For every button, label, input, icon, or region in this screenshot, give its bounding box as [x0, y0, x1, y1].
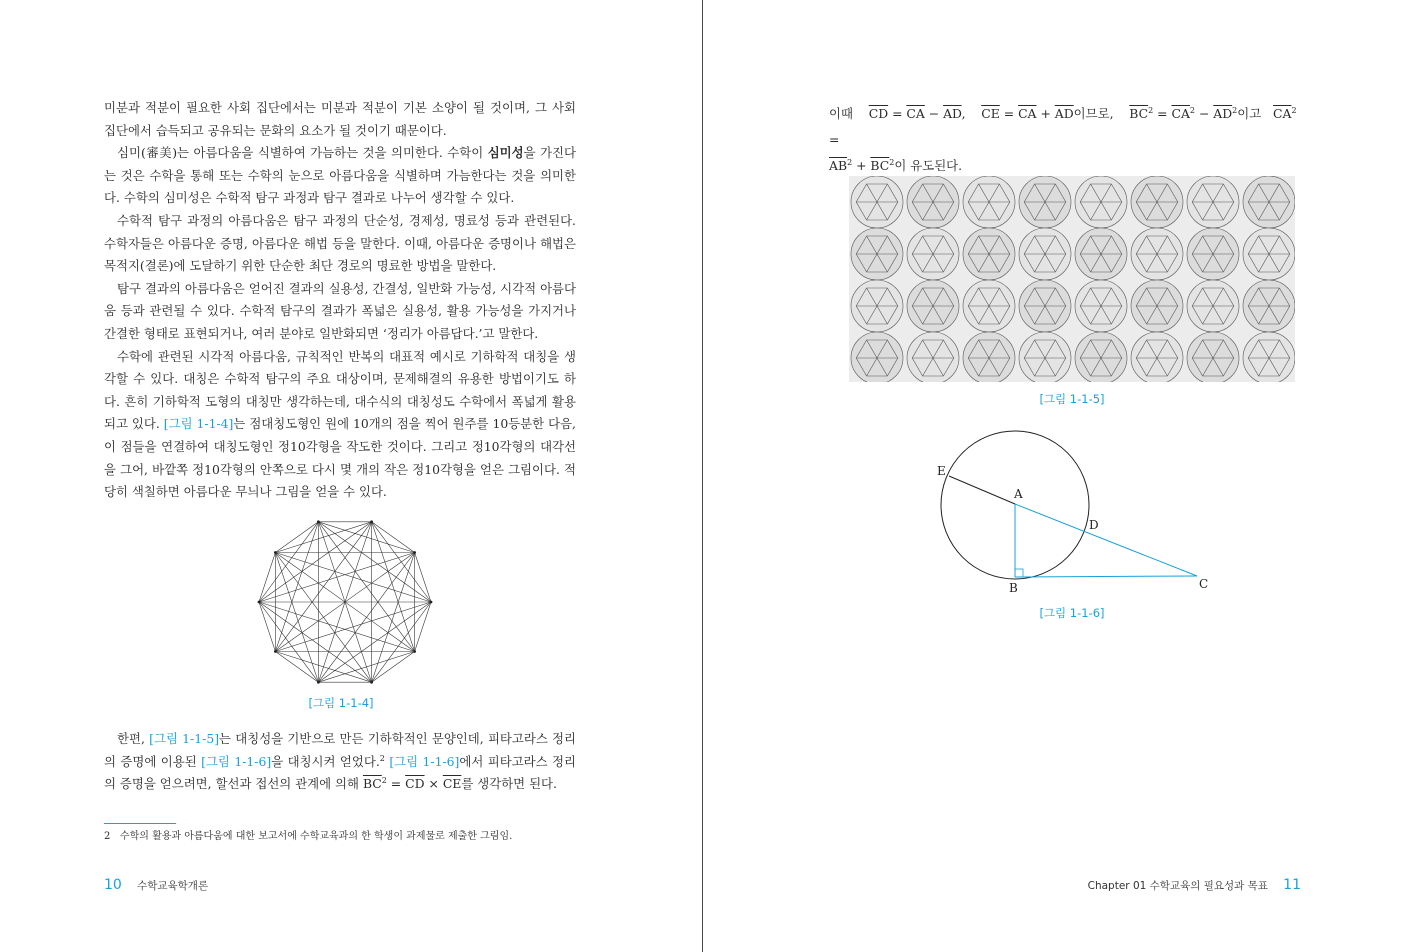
label-b: B [1009, 581, 1018, 595]
figure-1-1-6-caption: [그림 1-1-6] [1039, 606, 1105, 620]
left-page [0, 0, 702, 952]
decagon-diagonals [258, 520, 433, 683]
right-page [703, 0, 1405, 952]
term-aesthetic: 심미성 [487, 145, 524, 161]
left-folio [104, 874, 208, 893]
footnote [104, 830, 576, 844]
decagon-line [318, 652, 414, 683]
figure-ref-1-1-5[interactable]: [그림 1-1-5] [149, 731, 220, 746]
decagon-line [275, 522, 371, 553]
decagon-vertex [370, 681, 373, 684]
decagon-vertex [274, 650, 277, 653]
secant-segment-ea [949, 476, 1015, 504]
label-c: C [1199, 577, 1209, 591]
paragraph-2: 심미(審美)는 아름다움을 식별하여 가늠하는 것을 의미한다. 수학이 심미성을 가진다는 것은 수학을 통해 또는 수학의 눈으로 아름다움을 식별하며 가늠한다는 것을 의미한다. 수학의 심미성은 수학적 탐구 과정과 탐구 결과로 나누어 생각할 수 있다. [104, 145, 576, 206]
pattern-circle [963, 332, 1015, 382]
decagon-vertex [317, 681, 320, 684]
decagon-vertex [317, 520, 320, 523]
decagon-line [415, 553, 431, 603]
left-page-number: 10 [104, 877, 122, 893]
paragraph-1: 미분과 적분이 필요한 사회 집단에서는 미분과 적분이 기본 소양이 될 것이며, 그 사회 집단에서 습득되고 공유되는 문화의 요소가 될 것이기 때문이다. [104, 100, 576, 138]
right-running-title: Chapter 01 수학교육의 필요성과 목표 [1087, 880, 1268, 892]
decagon-line [372, 522, 415, 553]
decagon-line [415, 602, 431, 652]
decagon-line [259, 522, 372, 602]
pattern-circle [1243, 332, 1295, 382]
figure-1-1-4-decagon [252, 516, 438, 688]
paragraph-3: 수학적 탐구 과정의 아름다움은 탐구 과정의 단순성, 경제성, 명료성 등과 관련된다. 수학자들은 아름다운 증명, 아름다운 해법 등을 말한다. 이때, 아름다운 증명이나 해법은 목적지(결론)에 도달하기 위한 단순한 최단 경로의 명료한 방법을 말한다. [104, 212, 576, 274]
footnote-rule [104, 823, 176, 824]
footnote-marker[interactable]: 2 [379, 753, 385, 763]
symmetry-pattern-image [849, 176, 1295, 382]
figure-ref-1-1-4[interactable]: [그림 1-1-4] [163, 416, 234, 432]
label-d: D [1089, 518, 1099, 532]
secant-segment-ac [1015, 504, 1197, 576]
figure-1-1-5-pattern [849, 176, 1295, 382]
decagon-vertex [258, 601, 261, 604]
decagon-line [372, 522, 431, 602]
pattern-circle [907, 332, 959, 382]
decagon-vertex [430, 601, 433, 604]
footnote-number: 2 [104, 831, 111, 842]
figure-1-1-6-circle-diagram [929, 428, 1219, 600]
label-a: A [1014, 487, 1023, 501]
pattern-circle [851, 332, 903, 382]
decagon-line [259, 553, 415, 603]
right-angle-mark [1015, 569, 1023, 577]
decagon-line [318, 602, 431, 682]
decagon-line [275, 602, 431, 652]
decagon-vertex [370, 520, 373, 523]
decagon-vertex [413, 551, 416, 554]
left-body-text-2 [104, 728, 576, 796]
decagon-line [372, 602, 431, 682]
right-folio [1088, 874, 1301, 893]
decagon-line [275, 553, 318, 683]
decagon-line [275, 652, 318, 683]
figure-1-1-5-caption: [그림 1-1-5] [1039, 392, 1105, 406]
label-e: E [937, 464, 946, 478]
pythagoras-equation-block: 이때 $\overline{CD} = \overline{CA} - \overline{AD}$, $\overline{CE} = \overline{CA} + \overline{AD}$이므로, $\overline{BC}^2 = \overline{CA}^2 - \overline{AD}^2$이고 $\overline{CA}^2$ = $\overline{AB}^2 + \overline{BC}^2$이 유도된다. [829, 105, 1297, 173]
decagon-line [259, 553, 275, 603]
decagon-line [259, 602, 275, 652]
left-body-text [104, 97, 576, 504]
decagon-line [275, 522, 371, 652]
tangent-bc [1015, 576, 1197, 577]
figure-1-1-4-caption: [그림 1-1-4] [308, 696, 374, 710]
figure-ref-1-1-6-second[interactable]: [그림 1-1-6] [389, 753, 460, 769]
decagon-line [318, 553, 414, 683]
paragraph-5: 수학에 관련된 시각적 아름다움, 규칙적인 반복의 대표적 예시로 기하학적 대칭을 생각할 수 있다. 대칭은 수학적 탐구의 주요 대상이며, 문제해결의 유용한 방법이기도 하다. 흔히 기하학적 도형의 대칭만 생각하는데, 대수식의 대칭성도 수학에서 폭넓게 활용되고 있다. [그림 1-1-4]는 점대칭도형인 원에 10개의 점을 찍어 원주를 10등분한 다음, 이 점들을 연결하여 대칭도형인 정10각형을 작도한 것이다. 그리고 정10각형의 대각선을 그어, 바깥쪽 정10각형의 안쪽으로 다시 몇 개의 작은 정10각형을 얻은 그림이다. 적당히 색칠하면 아름다운 무늬나 그림을 얻을 수 있다. [104, 348, 576, 500]
decagon-line [318, 522, 431, 602]
decagon-line [372, 652, 415, 683]
decagon-line [259, 602, 372, 682]
left-running-title: 수학교육학개론 [137, 880, 209, 892]
decagon-line [275, 522, 318, 652]
pattern-circle [1131, 332, 1183, 382]
decagon-line [275, 522, 318, 553]
pattern-circle [1075, 332, 1127, 382]
paragraph-4: 탐구 결과의 아름다움은 얻어진 결과의 실용성, 간결성, 일반화 가능성, 시각적 아름다움 등과 관련될 수 있다. 수학적 탐구의 결과가 폭넓은 실용성, 활용 가능성을 가지거나 간결한 형태로 표현되거나, 여러 분야로 일반화되면 ‘정리가 아름답다.’고 말한다. [104, 280, 576, 341]
pattern-circle [1019, 332, 1071, 382]
decagon-vertex [413, 650, 416, 653]
pattern-circle [1187, 332, 1239, 382]
decagon-line [372, 522, 415, 652]
decagon-vertex [274, 551, 277, 554]
paragraph-6: 한편, [그림 1-1-5]는 대칭성을 기반으로 만든 기하학적인 문양인데, 피타고라스 정리의 증명에 이용된 [그림 1-1-6]을 대칭시켜 얻었다.$^2$ [그림 1-1-6]에서 피타고라스 정리의 증명을 얻으려면, 할선과 접선의 관계에 의해 $\overline{BC}^2 = \overline{CD} \times \overline{CE}$를 생각하면 된다. [104, 731, 576, 792]
right-page-number: 11 [1283, 877, 1301, 893]
figure-ref-1-1-6[interactable]: [그림 1-1-6] [201, 753, 272, 769]
footnote-text: 수학의 활용과 아름다움에 대한 보고서에 수학교육과의 한 학생이 과제물로 제출한 그림임. [119, 831, 513, 842]
decagon-line [372, 553, 415, 683]
